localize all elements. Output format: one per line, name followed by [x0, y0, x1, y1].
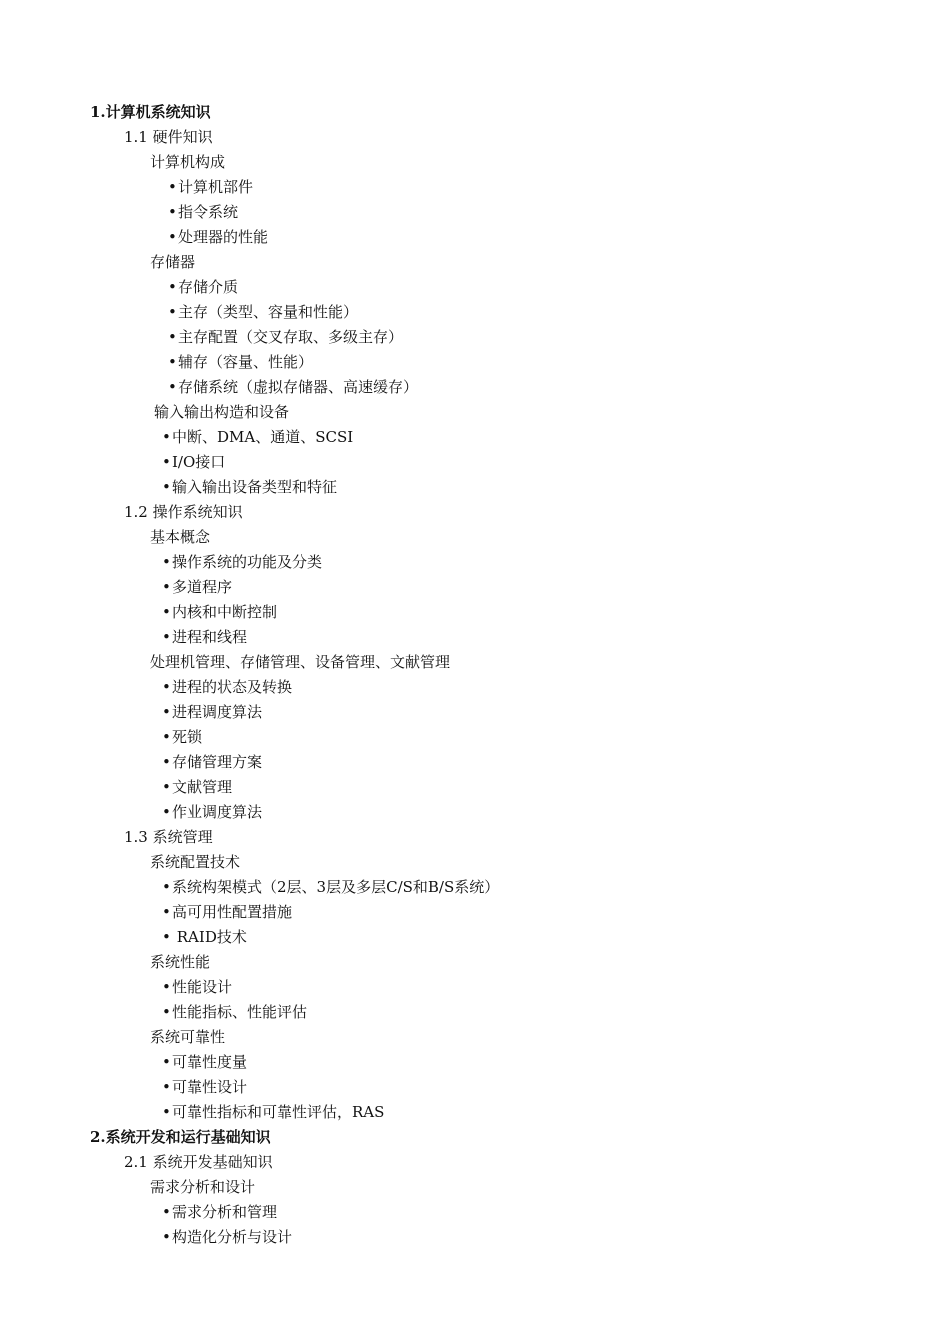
bullet-marker: •: [168, 228, 177, 246]
outline-text: 系统配置技术: [150, 853, 241, 871]
topic-heading: [150, 250, 195, 275]
outline-text: 系统构架模式（2层、3层及多层C/S和B/S系统）: [172, 878, 500, 896]
bullet-item: [168, 200, 238, 225]
bullet-marker: •: [162, 928, 171, 946]
outline-text: 存储管理方案: [172, 753, 263, 771]
bullet-marker: •: [168, 353, 177, 371]
outline-text: 辅存（容量、性能）: [178, 353, 314, 371]
outline-text: 操作系统的功能及分类: [172, 553, 323, 571]
outline-text: 1.2 操作系统知识: [124, 503, 243, 521]
bullet-marker: •: [162, 428, 171, 446]
bullet-item: [162, 725, 202, 750]
topic-heading: [150, 850, 240, 875]
bullet-marker: •: [162, 1103, 171, 1121]
outline-text: 性能设计: [172, 978, 233, 996]
outline-text: 1.1 硬件知识: [124, 128, 213, 146]
subsection-heading: [124, 1150, 273, 1175]
bullet-item: [168, 350, 313, 375]
bullet-marker: •: [162, 578, 171, 596]
outline-text: 主存配置（交叉存取、多级主存）: [178, 328, 404, 346]
outline-text: 输入输出设备类型和特征: [172, 478, 338, 496]
outline-text: 主存（类型、容量和性能）: [178, 303, 359, 321]
outline-text: 构造化分析与设计: [172, 1228, 293, 1246]
bullet-marker: •: [168, 378, 177, 396]
outline-text: 存储介质: [178, 278, 239, 296]
outline-text: 1.计算机系统知识: [90, 103, 211, 121]
bullet-item: [168, 300, 358, 325]
bullet-item: [168, 375, 418, 400]
bullet-marker: •: [162, 603, 171, 621]
outline-text: 2.1 系统开发基础知识: [124, 1153, 273, 1171]
bullet-item: [162, 550, 322, 575]
outline-text: 存储系统（虚拟存储器、高速缓存）: [178, 378, 419, 396]
outline-text: 指令系统: [178, 203, 239, 221]
topic-heading: [150, 650, 450, 675]
bullet-item: [162, 775, 232, 800]
bullet-item: [162, 1225, 292, 1250]
bullet-item: [162, 875, 499, 900]
bullet-marker: •: [162, 1053, 171, 1071]
bullet-marker: •: [162, 478, 171, 496]
subsection-heading: [124, 825, 213, 850]
bullet-marker: •: [162, 1078, 171, 1096]
outline-text: 基本概念: [150, 528, 211, 546]
outline-text: 文献管理: [172, 778, 233, 796]
outline-text: 系统性能: [150, 953, 211, 971]
topic-heading: [154, 400, 289, 425]
bullet-item: [162, 750, 262, 775]
bullet-item: [162, 575, 232, 600]
bullet-item: [162, 900, 292, 925]
outline-text: RAID技术: [172, 928, 247, 946]
topic-heading: [150, 525, 210, 550]
bullet-marker: •: [162, 978, 171, 996]
outline-text: 系统可靠性: [150, 1028, 226, 1046]
bullet-item: [168, 275, 238, 300]
bullet-marker: •: [168, 203, 177, 221]
outline-text: 可靠性度量: [172, 1053, 248, 1071]
outline-text: 输入输出构造和设备: [154, 403, 290, 421]
bullet-marker: •: [162, 778, 171, 796]
bullet-marker: •: [162, 453, 171, 471]
bullet-marker: •: [168, 278, 177, 296]
bullet-marker: •: [168, 328, 177, 346]
section-heading: [90, 1125, 271, 1150]
bullet-item: [162, 625, 247, 650]
bullet-item: [162, 425, 353, 450]
section-heading: [90, 100, 211, 125]
outline-text: 需求分析和管理: [172, 1203, 278, 1221]
bullet-item: [162, 975, 232, 1000]
outline-text: 内核和中断控制: [172, 603, 278, 621]
bullet-item: [162, 925, 247, 950]
outline-text: I/O接口: [172, 453, 226, 471]
bullet-item: [162, 450, 225, 475]
topic-heading: [150, 1025, 225, 1050]
bullet-marker: •: [162, 728, 171, 746]
outline-text: 处理器的性能: [178, 228, 269, 246]
bullet-item: [168, 175, 253, 200]
outline-text: 可靠性指标和可靠性评估，RAS: [172, 1103, 385, 1121]
bullet-marker: •: [168, 178, 177, 196]
bullet-item: [162, 1075, 247, 1100]
outline-text: 计算机部件: [178, 178, 254, 196]
outline-text: 需求分析和设计: [150, 1178, 256, 1196]
outline-text: 高可用性配置措施: [172, 903, 293, 921]
bullet-marker: •: [162, 1003, 171, 1021]
outline-text: 计算机构成: [150, 153, 226, 171]
bullet-marker: •: [162, 678, 171, 696]
bullet-marker: •: [162, 803, 171, 821]
bullet-item: [168, 325, 403, 350]
bullet-marker: •: [162, 1228, 171, 1246]
bullet-item: [168, 225, 268, 250]
bullet-marker: •: [162, 628, 171, 646]
bullet-marker: •: [162, 878, 171, 896]
bullet-item: [162, 1200, 277, 1225]
bullet-item: [162, 700, 262, 725]
bullet-marker: •: [162, 1203, 171, 1221]
bullet-item: [162, 675, 292, 700]
bullet-marker: •: [162, 753, 171, 771]
outline-text: 进程和线程: [172, 628, 248, 646]
outline-text: 性能指标、性能评估: [172, 1003, 308, 1021]
bullet-item: [162, 600, 277, 625]
outline-text: 存储器: [150, 253, 196, 271]
bullet-item: [162, 475, 337, 500]
outline-text: 处理机管理、存储管理、设备管理、文献管理: [150, 653, 451, 671]
outline-text: 可靠性设计: [172, 1078, 248, 1096]
bullet-item: [162, 1000, 307, 1025]
subsection-heading: [124, 500, 243, 525]
outline-text: 多道程序: [172, 578, 233, 596]
topic-heading: [150, 150, 225, 175]
outline-text: 进程调度算法: [172, 703, 263, 721]
outline-text: 2.系统开发和运行基础知识: [90, 1128, 271, 1146]
bullet-marker: •: [162, 703, 171, 721]
bullet-marker: •: [162, 553, 171, 571]
outline-text: 死锁: [172, 728, 203, 746]
bullet-item: [162, 1100, 384, 1125]
bullet-marker: •: [168, 303, 177, 321]
topic-heading: [150, 950, 210, 975]
outline-text: 1.3 系统管理: [124, 828, 213, 846]
topic-heading: [150, 1175, 255, 1200]
outline-text: 作业调度算法: [172, 803, 263, 821]
bullet-item: [162, 800, 262, 825]
subsection-heading: [124, 125, 213, 150]
bullet-item: [162, 1050, 247, 1075]
outline-text: 中断、DMA、通道、SCSI: [172, 428, 354, 446]
outline-text: 进程的状态及转换: [172, 678, 293, 696]
bullet-marker: •: [162, 903, 171, 921]
